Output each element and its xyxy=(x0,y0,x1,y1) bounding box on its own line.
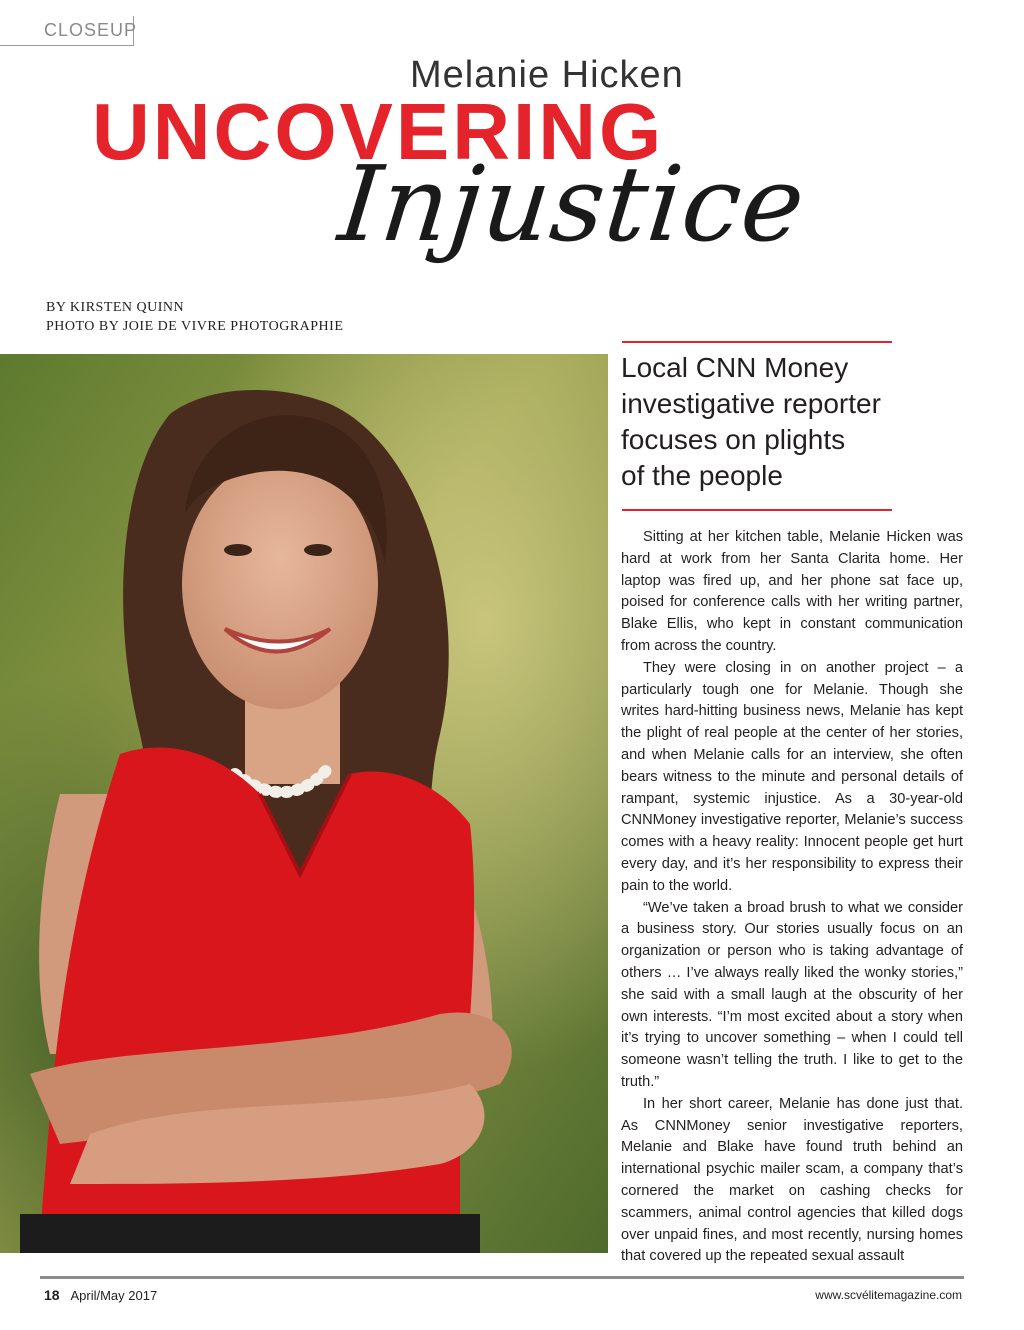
deck-rule-top xyxy=(622,341,892,343)
subject-name: Melanie Hicken xyxy=(410,54,684,96)
deck-rule-bottom xyxy=(622,509,892,511)
section-label: CLOSEUP xyxy=(0,16,134,46)
paragraph: Sitting at her kitchen table, Melanie Hicken was hard at work from her Santa Clarita home. Her laptop was fired up, and her phone sat face up, poised for conference calls with her writing partner, Blake Ellis, who kept in constant communication from across the country. xyxy=(621,529,963,654)
deck-line: Local CNN Money xyxy=(621,352,849,383)
deck-line: investigative reporter xyxy=(621,388,881,419)
deck-line: of the people xyxy=(621,460,783,491)
byline xyxy=(46,298,343,336)
paragraph: In her short career, Melanie has done just that. As CNNMoney senior investigative reporters, Melanie and Blake have found truth behind an international psychic mailer scam, a company that’s cornered the market on cashing checks for scammers, animal control agencies that killed dogs over unpaid fines, and most recently, nursing homes that covered up the repeated sexual assault xyxy=(621,1095,963,1265)
website-link[interactable]: www.scvélitemagazine.com xyxy=(815,1288,962,1302)
headline-script: Injustice xyxy=(333,143,811,265)
headline: UNCOVERING xyxy=(92,87,665,176)
page-number: 18 xyxy=(44,1287,60,1303)
portrait-photo xyxy=(0,354,608,1253)
deck xyxy=(621,350,901,494)
deck-line: focuses on plights xyxy=(621,424,846,455)
folio xyxy=(44,1287,157,1303)
paragraph: “We’ve taken a broad brush to what we consider a business story. Our stories usually focus on an organization or person who is taking advantage of others … I’ve always really liked the wonky stories,” she said with a small laugh at the obscurity of her own interests. “I’m most excited about a story when it’s trying to uncover something – when I could tell someone wasn’t telling the truth. I like to get to the truth.” xyxy=(621,899,963,1090)
article-body xyxy=(621,527,963,1268)
byline-photo: PHOTO BY JOIE DE VIVRE PHOTOGRAPHIE xyxy=(46,319,344,334)
footer-rule xyxy=(40,1276,964,1279)
issue-date: April/May 2017 xyxy=(70,1288,158,1303)
paragraph: They were closing in on another project – a particularly tough one for Melanie. Though she writes hard-hitting business news, Melanie has kept the plight of real people at the center of her stories, and when Melanie calls for an interview, she often bears witness to the minute and personal details of rampant, systemic injustice. As a 30-year-old CNNMoney investigative reporter, Melanie’s success comes with a heavy reality: Innocent people get hurt every day, and it’s her responsibility to express their pain to the world. xyxy=(621,659,963,894)
byline-author: BY KIRSTEN QUINN xyxy=(46,300,185,315)
